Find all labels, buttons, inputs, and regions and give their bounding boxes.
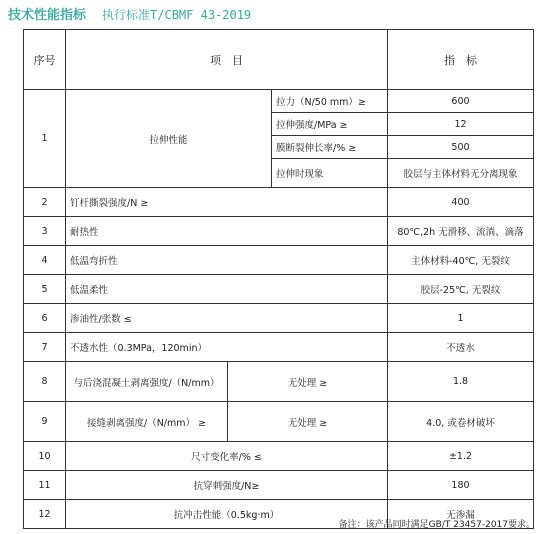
row-seq: 8 bbox=[24, 362, 66, 402]
row-item: 抗冲击性能（0.5kg·m） bbox=[66, 500, 388, 529]
row-value: 600 bbox=[388, 90, 534, 113]
sub-item: 膜断裂伸长率/% ≥ bbox=[272, 136, 388, 159]
row-item: 钉杆撕裂强度/N ≥ bbox=[66, 188, 388, 217]
row-item: 尺寸变化率/% ≤ bbox=[66, 442, 388, 471]
row-value: 12 bbox=[388, 113, 534, 136]
row-value: 1.8 bbox=[388, 362, 534, 402]
standard-label: 执行标准T/CBMF 43-2019 bbox=[102, 8, 252, 22]
row-item: 抗穿刺强度/N≥ bbox=[66, 471, 388, 500]
row-seq: 5 bbox=[24, 275, 66, 304]
sub-item: 拉伸强度/MPa ≥ bbox=[272, 113, 388, 136]
spec-title: 技术性能指标 bbox=[8, 8, 87, 23]
row-value: 180 bbox=[388, 471, 534, 500]
table-header-row bbox=[24, 30, 534, 90]
header-seq: 序号 bbox=[24, 30, 66, 90]
table-row bbox=[24, 304, 534, 333]
table-row bbox=[24, 471, 534, 500]
sub-item: 拉伸时现象 bbox=[272, 159, 388, 188]
row-item: 拉伸性能 bbox=[66, 90, 272, 188]
footnote: 备注：该产品同时满足GB/T 23457-2017要求。 bbox=[338, 520, 535, 530]
sub-item: 拉力（N/50 mm）≥ bbox=[272, 90, 388, 113]
row-seq: 7 bbox=[24, 333, 66, 362]
table-row bbox=[24, 362, 534, 402]
row-seq: 4 bbox=[24, 246, 66, 275]
row-value: 400 bbox=[388, 188, 534, 217]
spec-table bbox=[23, 29, 534, 529]
row-seq: 12 bbox=[24, 500, 66, 529]
header-item: 项 目 bbox=[66, 30, 388, 90]
table-row bbox=[24, 188, 534, 217]
page-heading bbox=[8, 4, 251, 24]
row-seq: 1 bbox=[24, 90, 66, 188]
row-item: 低温弯折性 bbox=[66, 246, 388, 275]
table-row bbox=[24, 90, 534, 113]
table-row bbox=[24, 217, 534, 246]
row-seq: 2 bbox=[24, 188, 66, 217]
table-row bbox=[24, 275, 534, 304]
row-value: ±1.2 bbox=[388, 442, 534, 471]
row-value: 主体材料-40℃, 无裂纹 bbox=[388, 246, 534, 275]
row-value: 1 bbox=[388, 304, 534, 333]
header-index: 指 标 bbox=[388, 30, 534, 90]
row-condition: 无处理 ≥ bbox=[228, 362, 388, 402]
row-item: 耐热性 bbox=[66, 217, 388, 246]
row-item: 与后浇混凝土剥离强度/（N/mm） bbox=[66, 362, 228, 402]
row-value: 80℃,2h 无滑移、流淌、滴落 bbox=[388, 217, 534, 246]
row-item: 不透水性（0.3MPa，120min） bbox=[66, 333, 388, 362]
row-value: 4.0, 或卷材破坏 bbox=[388, 402, 534, 442]
row-seq: 9 bbox=[24, 402, 66, 442]
row-item: 低温柔性 bbox=[66, 275, 388, 304]
row-value: 胶层与主体材料无分离现象 bbox=[388, 159, 534, 188]
row-value: 500 bbox=[388, 136, 534, 159]
row-seq: 3 bbox=[24, 217, 66, 246]
row-item: 接缝剥离强度/（N/mm） ≥ bbox=[66, 402, 228, 442]
table-row bbox=[24, 246, 534, 275]
table-row bbox=[24, 442, 534, 471]
table-row bbox=[24, 333, 534, 362]
row-item: 渗油性/张数 ≤ bbox=[66, 304, 388, 333]
row-value: 无渗漏 bbox=[388, 500, 534, 529]
row-value: 不透水 bbox=[388, 333, 534, 362]
row-seq: 10 bbox=[24, 442, 66, 471]
row-seq: 11 bbox=[24, 471, 66, 500]
table-row bbox=[24, 402, 534, 442]
row-seq: 6 bbox=[24, 304, 66, 333]
row-value: 胶层-25℃, 无裂纹 bbox=[388, 275, 534, 304]
row-condition: 无处理 ≥ bbox=[228, 402, 388, 442]
